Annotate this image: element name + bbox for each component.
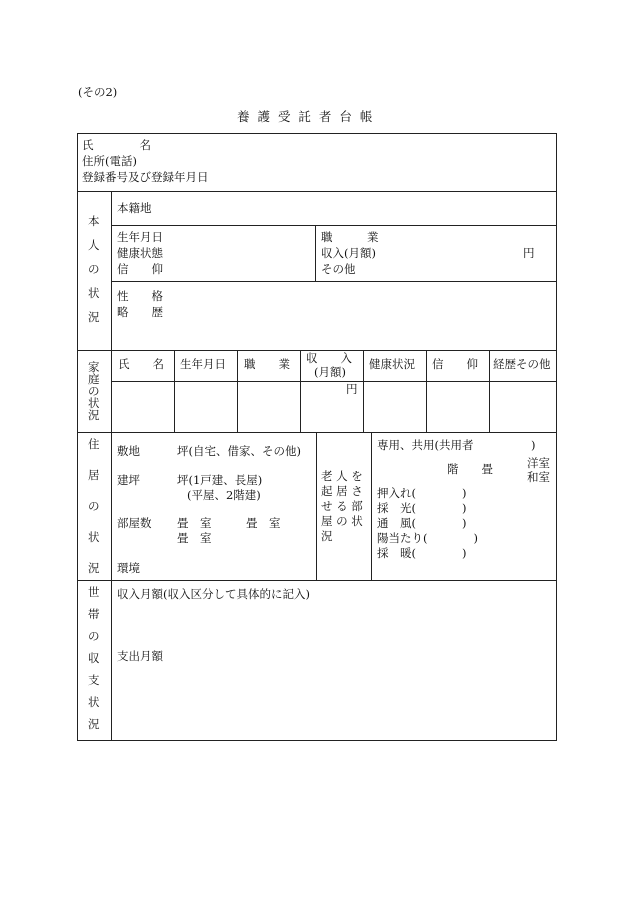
family-label-1: 家	[88, 360, 100, 374]
other-label: その他	[321, 262, 356, 276]
household-label-6: 状	[88, 695, 100, 709]
form-title: 養 護 受 託 者 台 帳	[237, 109, 373, 124]
housing-label-1: 住	[88, 437, 100, 451]
household-label-1: 世	[88, 585, 100, 599]
family-col-income-sub: (月額)	[314, 365, 346, 379]
household-label-2: 帯	[88, 607, 100, 621]
family-col-birth: 生年月日	[180, 357, 226, 371]
character-label: 性 格	[117, 289, 163, 303]
address-field-label: 住所(電話)	[82, 154, 137, 168]
housing-label-3: の	[88, 499, 100, 513]
exclusive-shared-label: 専用、共用(共用者 )	[377, 438, 536, 452]
housing-label-4: 状	[88, 530, 100, 544]
floor-label: 階 畳	[447, 462, 493, 476]
land-detail: 坪(自宅、借家、その他)	[177, 444, 301, 458]
western-room-label: 洋室	[527, 456, 550, 470]
light-label: 採 光( )	[377, 501, 467, 515]
person-label-1: 本	[88, 214, 100, 228]
environment-label: 環境	[117, 561, 140, 575]
elder-room-line-1: 老 人 を	[321, 469, 363, 483]
job-label: 職 業	[321, 230, 379, 244]
household-label-4: 収	[88, 651, 100, 665]
sunlight-label: 陽当たり( )	[377, 531, 478, 545]
income-yen-unit: 円	[523, 246, 535, 260]
birth-label: 生年月日	[117, 230, 163, 244]
heating-label: 採 暖( )	[377, 546, 467, 560]
family-col-health: 健康状況	[369, 357, 415, 371]
person-label-5: 況	[88, 310, 100, 324]
elder-room-line-3: せ る 部	[321, 499, 363, 513]
household-label-7: 況	[88, 717, 100, 731]
elder-room-line-2: 起 居 さ	[321, 484, 363, 498]
japanese-room-label: 和室	[527, 470, 550, 484]
family-label-5: 況	[88, 408, 100, 422]
income-label: 収入(月額)	[321, 246, 376, 260]
form-number: (その2)	[78, 85, 118, 99]
closet-label: 押入れ( )	[377, 486, 467, 500]
person-label-3: の	[88, 262, 100, 276]
family-label-4: 状	[88, 396, 100, 410]
history-label: 略 歴	[117, 305, 163, 319]
honseki-label: 本籍地	[117, 201, 152, 215]
building-label: 建坪	[117, 473, 140, 487]
elder-room-line-5: 況	[321, 529, 333, 543]
rooms-label: 部屋数	[117, 516, 152, 530]
family-income-yen-unit: 円	[346, 382, 358, 396]
belief-label: 信 仰	[117, 262, 163, 276]
family-col-name: 氏 名	[118, 357, 164, 371]
housing-label-5: 況	[88, 561, 100, 575]
person-label-4: 状	[88, 286, 100, 300]
monthly-income-label: 収入月額(収入区分して具体的に記入)	[117, 587, 310, 601]
elder-room-line-4: 屋 の 状	[321, 514, 363, 528]
land-label: 敷地	[117, 444, 140, 458]
registration-field-label: 登録番号及び登録年月日	[82, 170, 209, 184]
household-label-3: の	[88, 629, 100, 643]
rooms-line-1: 畳 室 畳 室	[177, 516, 281, 530]
family-col-income: 収 入	[306, 351, 352, 365]
health-label: 健康状態	[117, 246, 163, 260]
family-label-3: の	[88, 384, 100, 398]
ventilation-label: 通 風( )	[377, 516, 467, 530]
family-label-2: 庭	[88, 372, 100, 386]
family-col-belief: 信 仰	[432, 357, 478, 371]
family-col-other: 経歴その他	[493, 357, 551, 371]
building-detail-2: (平屋、2階建)	[187, 488, 261, 502]
household-label-5: 支	[88, 673, 100, 687]
rooms-line-2: 畳 室	[177, 531, 212, 545]
building-detail-1: 坪(1戸建、長屋)	[177, 473, 263, 487]
housing-label-2: 居	[88, 468, 100, 482]
name-field-label: 氏 名	[82, 138, 151, 152]
monthly-expense-label: 支出月額	[117, 649, 163, 663]
person-label-2: 人	[88, 238, 100, 252]
family-col-job: 職 業	[244, 357, 290, 371]
